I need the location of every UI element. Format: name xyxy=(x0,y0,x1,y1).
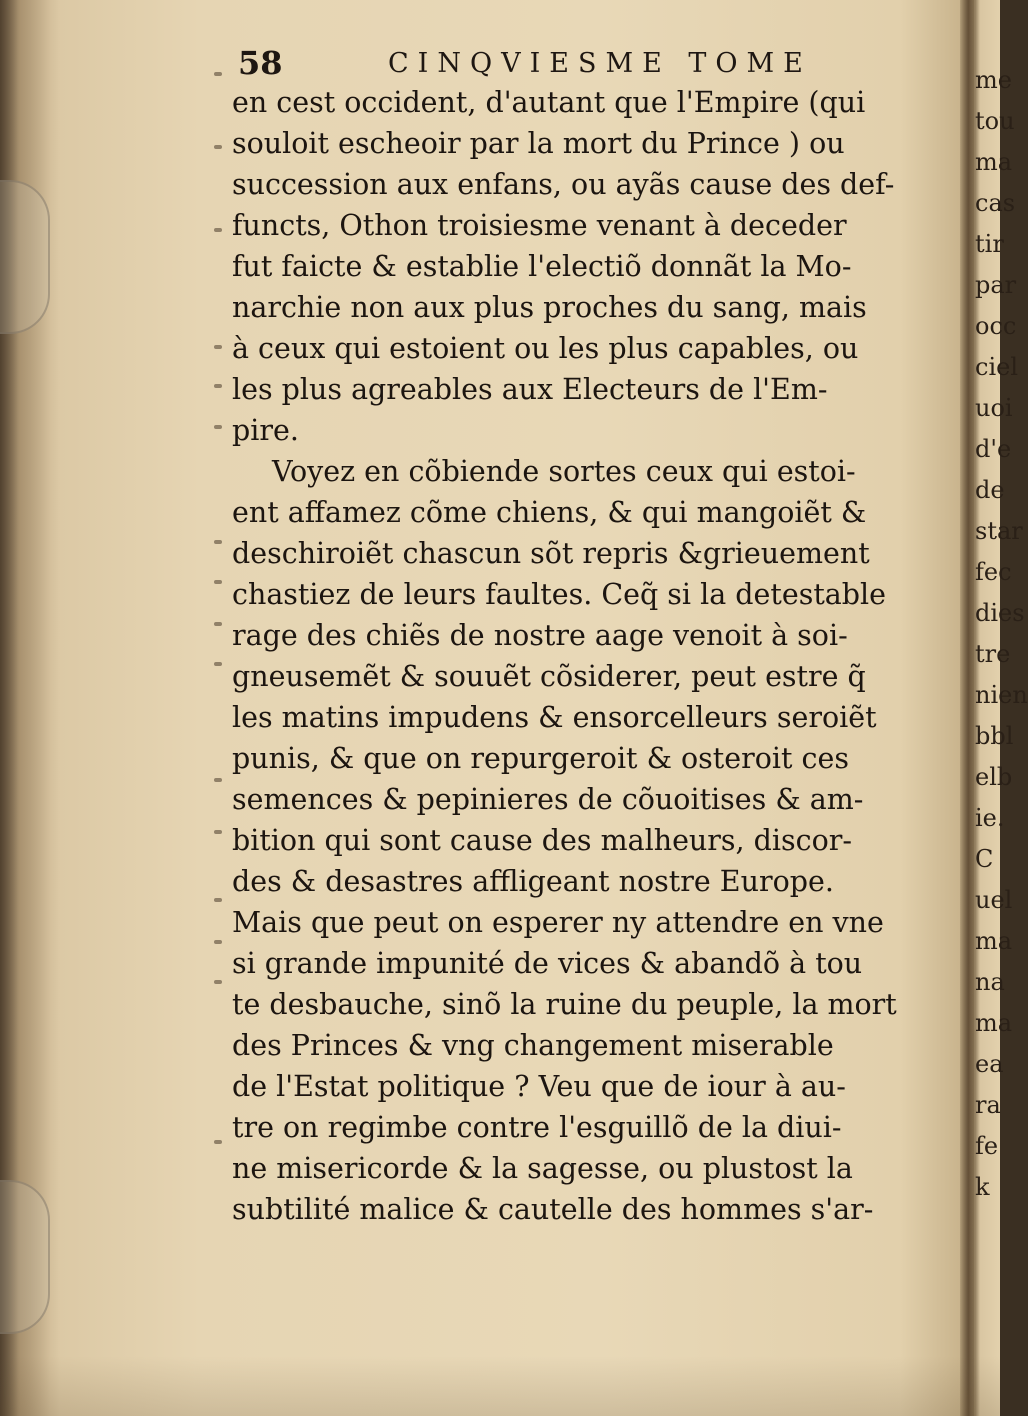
facing-page-fragment: fec xyxy=(975,558,1012,586)
margin-mark xyxy=(214,228,222,232)
text-line: bition qui sont cause des malheurs, discor- xyxy=(232,824,853,857)
text-line: ent affamez cõme chiens, & qui mangoiẽt & xyxy=(232,496,867,529)
facing-page-fragment: tir xyxy=(975,230,1004,258)
margin-mark xyxy=(214,778,222,782)
page-header xyxy=(218,44,918,84)
facing-page-fragment: ciel xyxy=(975,353,1018,381)
text-line: Mais que peut on esperer ny attendre en vne xyxy=(232,906,884,939)
margin-mark xyxy=(214,622,222,626)
text-line: les plus agreables aux Electeurs de l'Em- xyxy=(232,373,828,406)
text-line: en cest occident, d'autant que l'Empire (qui xyxy=(232,86,866,119)
facing-page-fragment: star xyxy=(975,517,1023,545)
margin-mark xyxy=(214,72,222,76)
facing-page-fragment: k xyxy=(975,1173,990,1201)
facing-page-fragment: occ xyxy=(975,312,1017,340)
facing-page-fragment: cas xyxy=(975,189,1016,217)
text-line: punis, & que on repurgeroit & osteroit ces xyxy=(232,742,849,775)
page-bottom-shadow xyxy=(0,1356,1000,1416)
facing-page-fragment: de xyxy=(975,476,1005,504)
margin-mark xyxy=(214,145,222,149)
page-number: 58 xyxy=(238,44,283,82)
margin-mark xyxy=(214,830,222,834)
running-head: CINQVIESME TOME xyxy=(388,48,812,79)
text-line: gneusemẽt & souuẽt cõsiderer, peut estre q̃ xyxy=(232,660,866,693)
facing-page-fragment: bbl xyxy=(975,722,1014,750)
text-line: subtilité malice & cautelle des hommes s'ar- xyxy=(232,1193,874,1226)
facing-page-fragment: ea xyxy=(975,1050,1004,1078)
margin-mark xyxy=(214,1140,222,1144)
text-line: functs, Othon troisiesme venant à deceder xyxy=(232,209,847,242)
clip-mark-bottom xyxy=(0,1180,50,1334)
text-line: rage des chiẽs de nostre aage venoit à soi- xyxy=(232,619,848,652)
body-text xyxy=(232,82,932,1230)
margin-mark xyxy=(214,980,222,984)
facing-page-edge xyxy=(975,60,1028,1208)
margin-mark xyxy=(214,384,222,388)
facing-page-fragment: ma xyxy=(975,927,1013,955)
facing-page-fragment: elb xyxy=(975,763,1013,791)
margin-mark xyxy=(214,940,222,944)
text-line: des Princes & vng changement miserable xyxy=(232,1029,834,1062)
facing-page-fragment: me xyxy=(975,66,1012,94)
text-line: te desbauche, sinõ la ruine du peuple, la mort xyxy=(232,988,897,1021)
text-line: les matins impudens & ensorcelleurs seroiẽt xyxy=(232,701,877,734)
margin-mark xyxy=(214,345,222,349)
margin-mark xyxy=(214,540,222,544)
text-line: narchie non aux plus proches du sang, mais xyxy=(232,291,867,324)
paragraph-start-line: Voyez en cõbiende sortes ceux qui estoi- xyxy=(272,455,856,488)
margin-mark xyxy=(214,662,222,666)
book-gutter xyxy=(960,0,974,1416)
facing-page-fragment: tou xyxy=(975,107,1015,135)
margin-mark xyxy=(214,898,222,902)
clip-mark-top xyxy=(0,180,50,334)
facing-page-fragment: par xyxy=(975,271,1017,299)
facing-page-fragment: ma xyxy=(975,148,1013,176)
text-line: de l'Estat politique ? Veu que de iour à au- xyxy=(232,1070,846,1103)
text-line: à ceux qui estoient ou les plus capables, ou xyxy=(232,332,859,365)
facing-page-fragment: C xyxy=(975,845,994,873)
text-line: chastiez de leurs faultes. Ceq̃ si la detestable xyxy=(232,578,886,611)
margin-mark xyxy=(214,425,222,429)
text-line: succession aux enfans, ou ayãs cause des def- xyxy=(232,168,895,201)
facing-page-fragment: na xyxy=(975,968,1005,996)
text-line: semences & pepinieres de cõuoitises & am- xyxy=(232,783,864,816)
facing-page-fragment: nien xyxy=(975,681,1028,709)
facing-page-fragment: ma xyxy=(975,1009,1013,1037)
text-line: souloit escheoir par la mort du Prince ) ou xyxy=(232,127,845,160)
text-line: tre on regimbe contre l'esguillõ de la diui- xyxy=(232,1111,842,1144)
facing-page-fragment: ra xyxy=(975,1091,1001,1119)
text-line: des & desastres affligeant nostre Europe. xyxy=(232,865,834,898)
facing-page-fragment: d'e xyxy=(975,435,1012,463)
facing-page-fragment: fe xyxy=(975,1132,999,1160)
text-line: fut faicte & establie l'electiõ donnãt la Mo- xyxy=(232,250,852,283)
margin-mark xyxy=(214,580,222,584)
facing-page-fragment: ie. xyxy=(975,804,1005,832)
text-line: si grande impunité de vices & abandõ à tou xyxy=(232,947,863,980)
text-line: pire. xyxy=(232,414,299,447)
facing-page-fragment: dies xyxy=(975,599,1025,627)
facing-page-fragment: uel xyxy=(975,886,1013,914)
facing-page-fragment: tre xyxy=(975,640,1011,668)
facing-page-fragment: uoi xyxy=(975,394,1013,422)
text-line: deschiroiẽt chascun sõt repris &grieuement xyxy=(232,537,870,570)
text-line: ne misericorde & la sagesse, ou plustost la xyxy=(232,1152,853,1185)
